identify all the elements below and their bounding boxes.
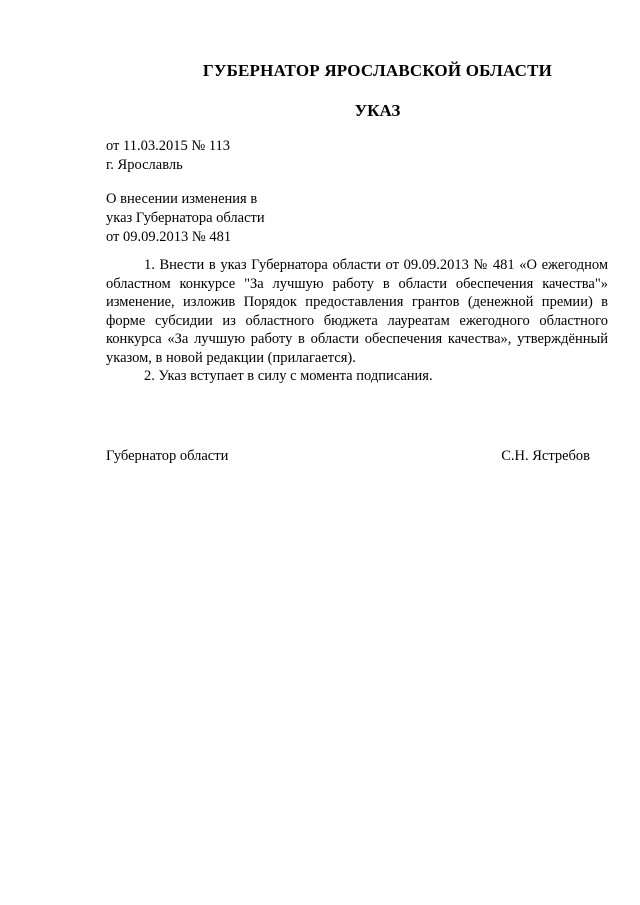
document-city: г. Ярославль [106,157,183,173]
subject-line: от 09.09.2013 № 481 [106,229,232,245]
body-paragraph: 2. Указ вступает в силу с момента подписания. [144,368,433,384]
signatory-name: С.Н. Ястребов [501,448,590,464]
subject-line: указ Губернатора области [106,210,265,226]
document-type-heading: УКАЗ [354,101,401,120]
document-body [106,256,608,386]
document-date-number: от 11.03.2015 № 113 [106,138,231,154]
document-subject [106,190,265,247]
subject-line: О внесении изменения в [106,191,258,207]
signature-block [106,448,590,465]
signatory-position: Губернатор области [106,448,229,464]
document-authority-title: ГУБЕРНАТОР ЯРОСЛАВСКОЙ ОБЛАСТИ [202,61,553,80]
body-paragraph: 1. Внести в указ Губернатора области от 09.09.2013 № 481 «О ежегодном областном конкурсе "За лучшую работу в области обеспечения качества"» изменение, изложив Порядок предоставления грантов (денежной премии) в форме субсидии из областного бюджета лауреатам ежегодного областного конкурса «За лучшую работу в области обеспечения качества», утверждённый указом, в новой редакции (прилагается). [106,257,608,366]
